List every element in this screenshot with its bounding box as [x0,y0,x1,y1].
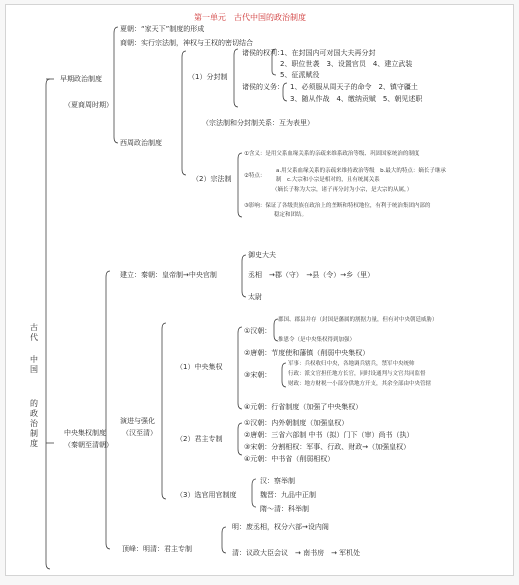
junquan-item: ②唐朝：三省六部制 中书（拟）门下（审）尚书（执） [244,431,414,439]
evolve-label: 演进与强化 [120,417,155,425]
diagram-title: 第一单元 古代中国的政治制度 [194,13,306,22]
zhou-label: 西周政治制度 [120,139,162,147]
establish-brace [242,255,246,297]
jiquan-tang: ②唐朝：节度使和藩镇（削弱中央集权） [244,349,370,357]
zongfa-meaning: ①含义：是用父系血缘关系的亲疏来维系政治等级、巩固国家统治的制度 [244,151,420,157]
zhou-brace [182,51,186,175]
peak-brace [222,527,226,553]
root-char [30,375,42,387]
xuanguan-item: 汉：察举制 [260,477,295,485]
central-label: 中央集权制度 [64,429,106,437]
duties-item: 1、必须服从周天子的命令 2、镇守疆土 [290,83,418,91]
zongfa-note: （嫡长子称为大宗，诸子再分封为小宗，是大宗的从属，） [272,187,413,193]
root-char: 古 [30,323,38,332]
mind-map [5,4,514,576]
root-char [30,343,42,355]
zongfa-feature-label: ②特点： [244,173,266,179]
root-char: 治 [30,419,38,428]
jiquan-song-2: 行政：派文官担任地方长官，同时设通判与文官共同监督 [288,371,426,377]
rights-item: 5、征派赋役 [280,71,320,79]
root-char [30,387,42,399]
junquan-item: ①汉朝：内外朝制度（加强皇权） [244,419,349,427]
xuanguan-label: （3）选官用官制度 [176,491,237,499]
zongfa-influence: ③影响：保证了各级贵族在政治上的垄断和特权地位，有利于统治集团内部的 [244,203,431,209]
early-sub: （夏商周时期） [64,101,113,109]
establish-top: 御史大夫 [248,251,276,259]
central-sub: （秦朝至清朝） [64,441,113,449]
zongfa-feature: a.用父系血缘关系的亲疏来维持政治等级 b.最大的特点：嫡长子继承 [276,168,446,174]
jiquan-han-1: 郡国、郡县并存（封国是藩属的割据力量，但有对中央朝廷威胁） [278,317,438,323]
junquan-item: ③宋朝：分割相权：军事、行政、财政→（加强皇权） [244,443,411,451]
rights-item: 1、在封国内可对国大夫再分封 [280,49,376,57]
jiquan-han: ①汉朝： [244,327,272,335]
root-char: 国 [30,365,38,374]
root-char: 的 [30,399,38,408]
peak-label: 顶峰：明清：君主专制 [122,545,192,553]
zongfa-brace [238,153,242,217]
root-char: 中 [30,355,38,364]
jiquan-han-2: 推恩令（是中央集权得到加强） [278,337,356,343]
establish-label: 建立：秦朝：皇帝制→中央官制 [120,271,217,279]
early-label: 早期政治制度 [60,75,102,83]
zongfa-influence: 稳定和团结。 [274,212,308,218]
root-char: 代 [30,333,38,342]
jiquan-song: ③宋朝： [244,371,272,379]
evolve-brace [162,323,166,499]
duties-item: 3、随从作战 4、缴纳贡赋 5、朝见述职 [290,95,423,103]
relation-note: （宗法制和分封制关系：互为表里） [202,119,314,127]
jiquan-song-1: 军事：兵权收归中央，各地调兵辖兵，禁军中央统帅 [288,361,415,367]
xuanguan-brace [252,479,256,507]
duties-label: 诸侯的义务： [242,83,284,91]
junquan-brace [238,423,242,455]
root-label [30,323,42,449]
evolve-sub: （汉至清） [122,429,157,437]
establish-bottom: 太尉 [248,293,262,301]
junquan-label: （2）君主专制 [176,435,223,443]
shang-node: 商朝：实行宗法制，神权与王权的密切结合 [120,39,253,47]
root-char: 度 [30,439,38,448]
central-brace [106,271,110,549]
early-brace [114,27,118,143]
root-char: 制 [30,429,38,438]
jiquan-brace [238,327,242,409]
jiquan-yuan: ④元朝：行省制度（加强了中央集权） [244,403,363,411]
fenfeng-brace [234,49,238,107]
jiquan-song-3: 财政：地方财税一小部分供地方开支，其余全部由中央管辖 [288,381,432,387]
zongfa-label: （2）宗法制 [192,175,232,183]
peak-ming: 明：废丞相，权分六部→设内阁 [232,523,329,531]
peak-qing: 清：议政大臣会议 → 南书房 → 军机处 [232,549,361,557]
xuanguan-item: 魏晋：九品中正制 [260,491,316,499]
xuanguan-item: 隋～清：科举制 [260,505,309,513]
junquan-item: ④元朝：中书省（削弱相权） [244,455,335,463]
root-char: 政 [30,409,38,418]
fenfeng-label: （1）分封制 [188,73,228,81]
zongfa-feature: 制 c.大宗和小宗是相对的，且有统属关系 [276,177,380,183]
root-brace [46,79,50,569]
jiquan-label: （1）中央集权 [176,363,223,371]
xia-node: 夏朝：“家天下”制度的形成 [120,25,205,33]
rights-label: 诸侯的权利： [242,49,284,57]
rights-item: 2、职位世袭 3、设置官员 4、建立武装 [280,60,413,68]
establish-chain: 丞相 →郡（守） →县（令）→乡（里） [248,271,375,279]
